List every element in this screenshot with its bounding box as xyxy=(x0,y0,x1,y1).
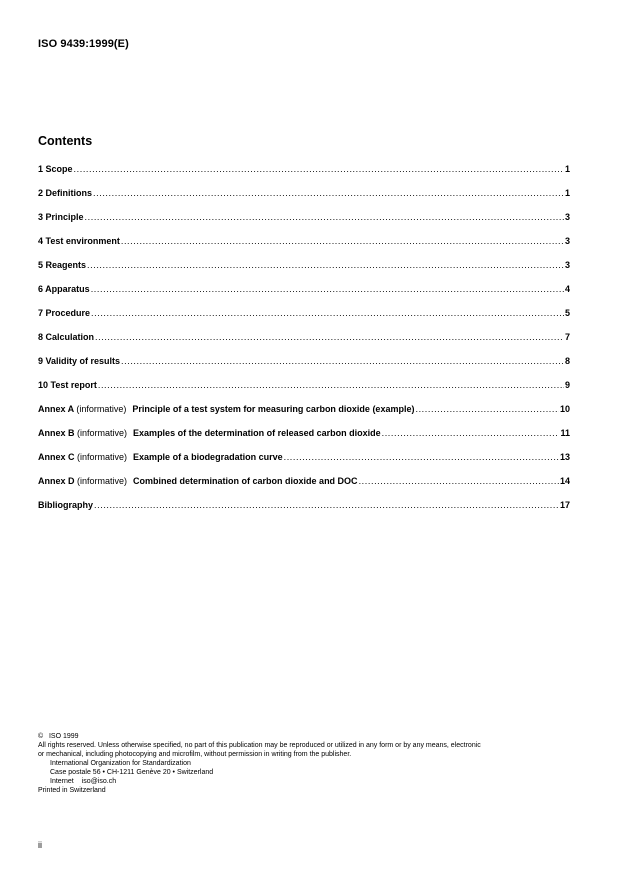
toc-leader-dots xyxy=(121,236,564,246)
organization-name: International Organization for Standardization xyxy=(50,760,191,767)
toc-leader-dots xyxy=(95,332,564,342)
annex-type: (informative) xyxy=(77,428,128,438)
toc-leader-dots xyxy=(98,380,564,390)
printed-location: Printed in Switzerland xyxy=(38,787,106,794)
toc-leader-dots xyxy=(121,356,564,366)
toc-leader-dots xyxy=(94,500,559,510)
page-number: ii xyxy=(38,840,42,850)
toc-entry-validity-of-results[interactable] xyxy=(38,356,570,380)
toc-entry-page: 7 xyxy=(564,332,570,342)
toc-entry-apparatus[interactable] xyxy=(38,284,570,308)
annex-type: (informative) xyxy=(76,404,127,414)
toc-annex-label xyxy=(38,452,283,462)
toc-entry-page: 4 xyxy=(564,284,570,294)
rights-statement-line-2: or mechanical, including photocopying and microfilm, without permission in writing from the publisher. xyxy=(38,751,352,758)
toc-entry-definitions[interactable] xyxy=(38,188,570,212)
toc-annex-label xyxy=(38,476,358,486)
toc-entry-page: 14 xyxy=(559,476,570,486)
toc-leader-dots xyxy=(91,308,564,318)
toc-leader-dots xyxy=(74,164,564,174)
toc-leader-dots xyxy=(85,212,564,222)
toc-annex-label xyxy=(38,404,414,414)
toc-entry-label: 3 Principle xyxy=(38,212,84,222)
toc-leader-dots xyxy=(284,452,559,462)
annex-name: Annex B xyxy=(38,428,75,438)
internet-line xyxy=(38,777,578,786)
table-of-contents xyxy=(38,164,570,524)
toc-entry-calculation[interactable] xyxy=(38,332,570,356)
toc-entry-annex-c[interactable] xyxy=(38,452,570,476)
toc-entry-principle[interactable] xyxy=(38,212,570,236)
annex-title: Principle of a test system for measuring carbon dioxide (example) xyxy=(132,404,415,414)
toc-entry-label: 1 Scope xyxy=(38,164,73,174)
contents-heading: Contents xyxy=(38,134,93,148)
toc-leader-dots xyxy=(93,188,564,198)
toc-entry-page: 8 xyxy=(564,356,570,366)
annex-type: (informative) xyxy=(77,452,128,462)
toc-annex-label xyxy=(38,428,381,438)
annex-title: Example of a biodegradation curve xyxy=(133,452,283,462)
annex-title: Examples of the determination of released carbon dioxide xyxy=(133,428,381,438)
toc-entry-label: 8 Calculation xyxy=(38,332,95,342)
toc-entry-label: 9 Validity of results xyxy=(38,356,121,366)
toc-entry-annex-a[interactable] xyxy=(38,404,570,428)
toc-entry-label: 5 Reagents xyxy=(38,260,87,270)
toc-entry-page: 3 xyxy=(564,212,570,222)
toc-entry-scope[interactable] xyxy=(38,164,570,188)
toc-entry-page: 3 xyxy=(564,236,570,246)
internet-label: Internet xyxy=(50,778,74,785)
toc-entry-label: 7 Procedure xyxy=(38,308,91,318)
toc-entry-annex-b[interactable] xyxy=(38,428,570,452)
toc-entry-procedure[interactable] xyxy=(38,308,570,332)
organization-address: Case postale 56 • CH-1211 Genève 20 • Switzerland xyxy=(50,769,214,776)
toc-entry-annex-d[interactable] xyxy=(38,476,570,500)
annex-name: Annex D xyxy=(38,476,75,486)
annex-name: Annex A xyxy=(38,404,74,414)
copyright-footer xyxy=(38,732,578,795)
toc-leader-dots xyxy=(415,404,559,414)
toc-entry-page: 1 xyxy=(564,188,570,198)
toc-entry-page: 10 xyxy=(559,404,570,414)
toc-leader-dots xyxy=(382,428,560,438)
toc-entry-reagents[interactable] xyxy=(38,260,570,284)
toc-leader-dots xyxy=(359,476,559,486)
document-header: ISO 9439:1999(E) xyxy=(38,38,129,50)
toc-entry-page: 1 xyxy=(564,164,570,174)
toc-entry-page: 9 xyxy=(564,380,570,390)
toc-leader-dots xyxy=(87,260,564,270)
rights-statement-line-1: All rights reserved. Unless otherwise specified, no part of this publication may be reproduced or utilized in any form or by any means, electronic xyxy=(38,742,481,749)
toc-entry-label: 4 Test environment xyxy=(38,236,120,246)
toc-entry-label: 10 Test report xyxy=(38,380,97,390)
toc-entry-label: 6 Apparatus xyxy=(38,284,90,294)
toc-entry-page: 17 xyxy=(559,500,570,510)
toc-entry-page: 13 xyxy=(559,452,570,462)
toc-entry-test-report[interactable] xyxy=(38,380,570,404)
toc-entry-page: 5 xyxy=(564,308,570,318)
copyright-line: © ISO 1999 xyxy=(38,733,79,740)
annex-title: Combined determination of carbon dioxide and DOC xyxy=(133,476,358,486)
email-link[interactable]: iso@iso.ch xyxy=(81,778,117,785)
toc-entry-page: 11 xyxy=(560,428,570,438)
toc-entry-page: 3 xyxy=(564,260,570,270)
annex-name: Annex C xyxy=(38,452,75,462)
annex-type: (informative) xyxy=(77,476,128,486)
toc-entry-test-environment[interactable] xyxy=(38,236,570,260)
toc-leader-dots xyxy=(91,284,564,294)
toc-entry-bibliography[interactable] xyxy=(38,500,570,524)
toc-entry-label: Bibliography xyxy=(38,500,94,510)
toc-entry-label: 2 Definitions xyxy=(38,188,93,198)
